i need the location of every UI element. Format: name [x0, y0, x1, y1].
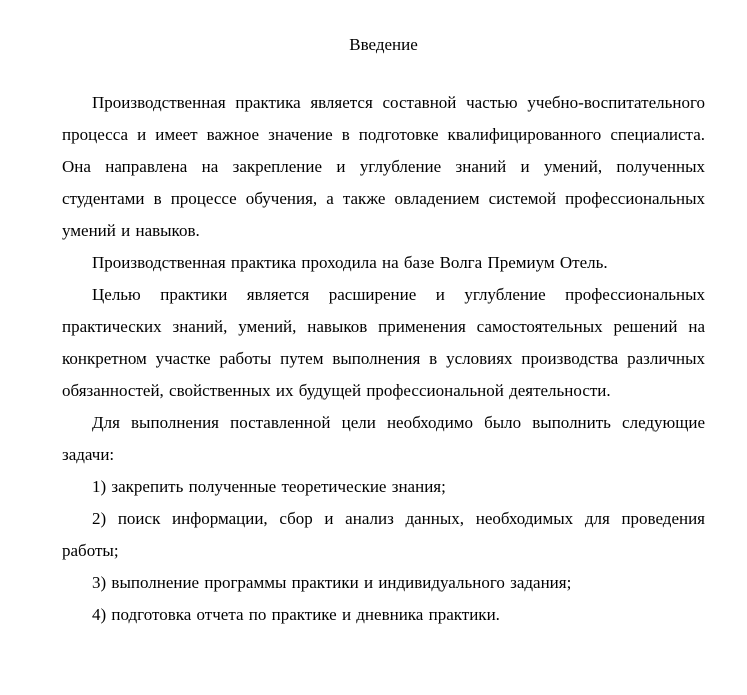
paragraph-practice-goal: Целью практики является расширение и углубление профессиональных практических знаний, умений, навыков применения самостоятельных решений на конкретном участке работы путем выполнения в условиях производства различных обязанностей, свойственных их будущей профессиональной деятельности. [62, 285, 705, 400]
paragraph-practice-base: Производственная практика проходила на базе Волга Премиум Отель. [92, 253, 608, 272]
document-title: Введение [349, 35, 418, 54]
paragraph-tasks-lead: Для выполнения поставленной цели необходимо было выполнить следующие задачи: [62, 413, 705, 464]
task-item-1: 1) закрепить полученные теоретические знания; [92, 477, 446, 496]
task-item-3: 3) выполнение программы практики и индивидуального задания; [92, 573, 572, 592]
paragraph-practice-intro: Производственная практика является составной частью учебно-воспитательного процесса и имеет важное значение в подготовке квалифицированного специалиста. Она направлена на закрепление и углубление знаний и умений, полученных студентами в процессе обучения, а также овладением системой профессиональных умений и навыков. [62, 93, 705, 240]
task-item-4: 4) подготовка отчета по практике и дневника практики. [92, 605, 500, 624]
task-item-2: 2) поиск информации, сбор и анализ данных, необходимых для проведения работы; [62, 509, 705, 560]
